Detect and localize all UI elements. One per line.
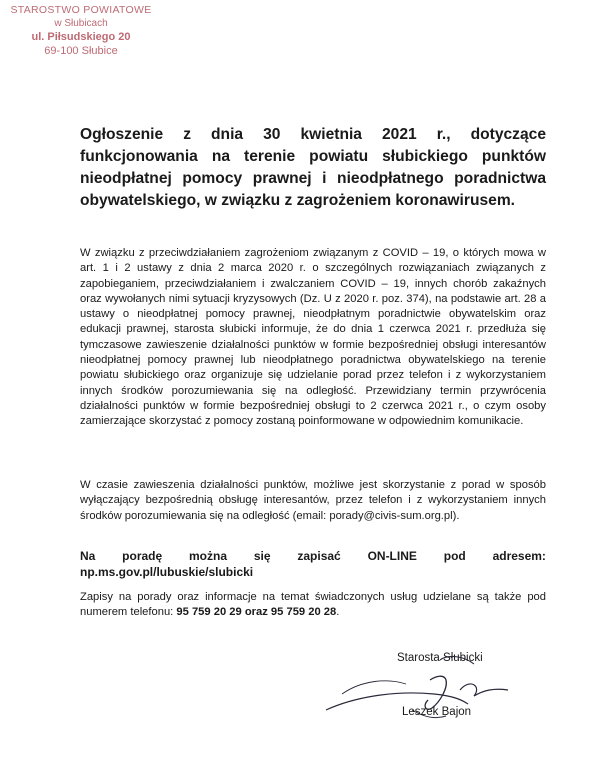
online-word: można: [189, 549, 228, 563]
paragraph-main: W związku z przeciwdziałaniem zagrożeniom związanym z COVID – 19, o których mowa w art. 1 i 2 ustawy z dnia 2 marca 2020 r. o szczególnych rozwiązaniach związanych z zapobieganiem, przeciwdziałaniem i zwalczaniem COVID – 19, innych chorób zakaźnych oraz wywołanych nimi sytuacji kryzysowych (Dz. U z 2020 r. poz. 374), na podstawie art. 28 a ustawy o nieodpłatnej pomocy prawnej, nieodpłatnym poradnictwie obywatelskim oraz edukacji prawnej, starosta słubicki informuje, że do dnia 1 czerwca 2021 r. przedłuża się tymczasowe zawieszenie działalności punktów w formie bezpośredniej obsługi interesantów nieodpłatnej pomocy prawnej lub nieodpłatnego poradnictwa obywatelskiego na terenie powiatu słubickiego oraz organizuje się udzielanie porad przez telefon i z wykorzystaniem innych środków porozumiewania się na odległość. Przewidziany termin przywrócenia działalności punktów w formie bezpośredniej obsługi to 2 czerwca 2021 r., o czym osoby zamierzające skorzystać z pomocy zostaną poinformowane w odpowiednim komunikacie.: [80, 247, 546, 428]
online-word: poradę: [122, 549, 163, 563]
phone-text: Zapisy na porady oraz informacje na temat świadczonych usług udzielane są także pod numerem telefonu:: [80, 591, 546, 619]
stamp-line: ul. Piłsudskiego 20: [31, 31, 131, 43]
online-word: adresem:: [492, 549, 546, 563]
signature-role: Starosta Słubicki: [397, 652, 483, 664]
online-word: ON-LINE: [367, 549, 417, 563]
phone-end: .: [336, 606, 340, 619]
title-line: nieodpłatnej pomocy prawnej i nieodpłatnego poradnictwa: [80, 170, 546, 187]
paragraph-online: [80, 548, 546, 580]
signature-name: Leszek Bajon: [402, 706, 472, 718]
online-word: zapisać: [297, 549, 341, 563]
paragraph-suspension: W czasie zawieszenia działalności punktów, możliwe jest skorzystanie z porad w sposób wyłączający bezpośrednią obsługę interesantów, przez telefon i z wykorzystaniem innych środków porozumiewania się na odległość (email: porady@civis-sum.org.pl).: [80, 479, 546, 522]
online-url[interactable]: np.ms.gov.pl/lubuskie/slubicki: [80, 565, 254, 579]
online-word: pod: [443, 549, 466, 563]
title-line: obywatelskiego, w związku z zagrożeniem koronawirusem.: [80, 192, 516, 209]
online-word: Na: [80, 549, 96, 563]
handwritten-signature: [322, 650, 522, 730]
title-line: Ogłoszenie z dnia 30 kwietnia 2021 r., dotyczące: [80, 126, 546, 143]
office-stamp: [6, 4, 156, 58]
stamp-line: STAROSTWO POWIATOWE: [10, 4, 152, 16]
stamp-line: w Słubicach: [54, 18, 108, 29]
phone-numbers: 95 759 20 29 oraz 95 759 20 28: [176, 606, 337, 619]
title-line: funkcjonowania na terenie powiatu słubickiego punktów: [80, 148, 546, 165]
announcement-title: [80, 124, 546, 212]
online-word: się: [253, 549, 271, 563]
stamp-line: 69-100 Słubice: [44, 45, 118, 57]
paragraph-phone: [80, 590, 546, 621]
online-line: [80, 548, 546, 564]
